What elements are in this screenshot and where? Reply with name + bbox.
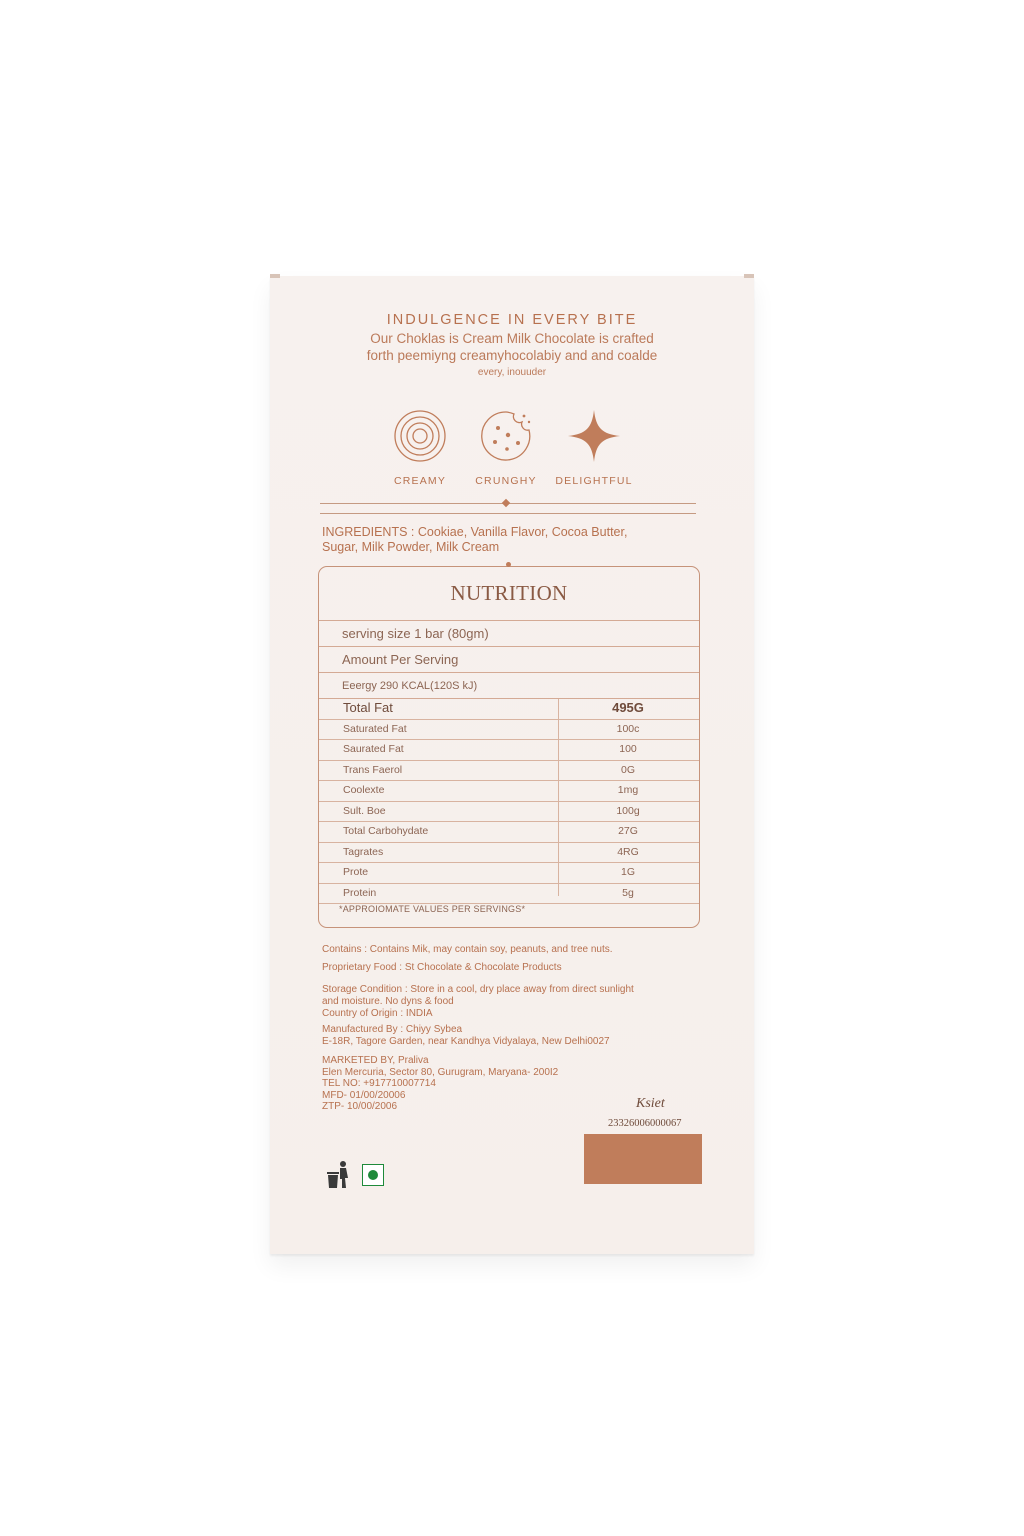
tagline-line-1: Our Choklas is Cream Milk Chocolate is crafted xyxy=(370,331,654,346)
nutrition-column-divider xyxy=(558,699,559,896)
tagline xyxy=(310,330,714,381)
nutrition-row xyxy=(319,720,699,741)
nutrition-row xyxy=(319,822,699,843)
nutrient-name: Protein xyxy=(343,886,377,899)
nutrient-name: Coolexte xyxy=(343,784,385,796)
nutrient-value: 5g xyxy=(622,886,634,899)
storage-line-2: and moisture. No dyns & food xyxy=(322,995,454,1007)
nutrition-row xyxy=(319,761,699,782)
veg-mark-icon xyxy=(362,1164,384,1186)
manufacturer-line-1: Manufactured By : Chiyy Sybea xyxy=(322,1024,463,1035)
panel-dot xyxy=(506,562,511,567)
headline: INDULGENCE IN EVERY BITE xyxy=(386,312,638,328)
nutrient-name: Tagrates xyxy=(343,845,384,858)
nutrition-row xyxy=(319,802,699,823)
storage-text xyxy=(322,984,692,1007)
nutrition-row xyxy=(319,781,699,802)
nutrient-value: 4RG xyxy=(617,845,639,858)
energy: Eeergy 290 KCAL(120S kJ) xyxy=(342,680,478,692)
nutrition-rule xyxy=(319,672,699,673)
signature: Ksiet xyxy=(636,1096,665,1111)
ingredients-line-2: Sugar, Milk Powder, Milk Cream xyxy=(322,540,500,554)
manufacturer-line-2: E-18R, Tagore Garden, near Kandhya Vidyalaya, New Delhi0027 xyxy=(322,1035,610,1047)
nutrition-note: *APPROIOMATE VALUES PER SERVINGS* xyxy=(339,904,526,914)
nutrient-name: Prote xyxy=(343,866,369,878)
divider-bottom xyxy=(320,513,696,514)
nutrition-row xyxy=(319,884,699,905)
tagline-line-2: forth peemiyng creamyhocolabiy and and coalde xyxy=(366,348,658,363)
feature-label-creamy: CREAMY xyxy=(393,475,447,487)
contains-text: Contains : Contains Mik, may contain soy, peanuts, and tree nuts. xyxy=(322,944,613,955)
origin-text: Country of Origin : INDIA xyxy=(322,1008,433,1019)
nutrient-name: Saturated Fat xyxy=(343,722,407,735)
amount-per-serving: Amount Per Serving xyxy=(342,652,459,667)
ingredients-line-1: INGREDIENTS : Cookiae, Vanilla Flavor, Cocoa Butter, xyxy=(322,525,628,539)
feature-label-delightful: DELIGHTFUL xyxy=(555,475,633,487)
marketer-line-4: MFD- 01/00/20006 xyxy=(322,1089,406,1101)
nutrition-row xyxy=(319,843,699,864)
nutrition-panel xyxy=(318,566,700,928)
ingredients xyxy=(322,525,702,555)
nutrient-name: Saurated Fat xyxy=(343,743,404,755)
nutrition-row xyxy=(319,699,699,720)
nutrition-rule xyxy=(319,646,699,647)
marketer-line-3: TEL NO: +917710007714 xyxy=(322,1078,436,1089)
nutrition-title: NUTRITION xyxy=(450,581,568,605)
product-box-back xyxy=(270,276,754,1254)
feature-crunchy xyxy=(466,408,546,487)
dispose-bin-icon xyxy=(326,1160,352,1195)
serving-size: serving size 1 bar (80gm) xyxy=(342,626,489,641)
nutrient-value: 27G xyxy=(618,825,638,837)
nutrient-value: 0G xyxy=(620,763,635,776)
nutrient-name: Sult. Boe xyxy=(343,804,386,817)
nutrient-name: Total Fat xyxy=(343,700,393,715)
nutrition-rule xyxy=(319,620,699,621)
proprietary-text: Proprietary Food : St Chocolate & Chocolate Products xyxy=(322,962,562,973)
nutrient-value: 495G xyxy=(612,700,644,715)
box-flap-left xyxy=(270,274,280,278)
nutrient-name: Total Carbohydate xyxy=(343,825,429,837)
nutrient-value: 100 xyxy=(619,743,637,755)
nutrient-name: Trans Faerol xyxy=(343,763,403,776)
feature-creamy xyxy=(380,408,460,487)
nutrition-table xyxy=(319,699,699,904)
nutrient-value: 1G xyxy=(620,866,635,878)
nutrition-row xyxy=(319,740,699,761)
feature-delightful xyxy=(554,408,634,487)
tagline-line-3: every, inouuder xyxy=(477,367,547,378)
nutrient-value: 100g xyxy=(616,804,640,817)
veg-dot xyxy=(368,1170,378,1180)
nutrient-value: 1mg xyxy=(617,784,639,796)
barcode-serial: 23326006000067 xyxy=(608,1118,682,1129)
storage-line-1: Storage Condition : Store in a cool, dry place away from direct sunlight xyxy=(322,984,634,995)
marketer-line-2: Elen Mercuria, Sector 80, Gurugram, Maryana- 200I2 xyxy=(322,1066,559,1078)
concentric-circles-icon xyxy=(392,408,448,464)
divider-diamond xyxy=(502,499,510,507)
nutrition-row xyxy=(319,863,699,884)
marketer-line-1: MARKETED BY, Praliva xyxy=(322,1055,429,1066)
box-flap-right xyxy=(744,274,754,278)
barcode-block xyxy=(584,1134,702,1184)
sparkle-icon xyxy=(566,408,622,464)
manufacturer-text xyxy=(322,1024,692,1047)
feature-label-crunchy: CRUNGHY xyxy=(475,475,537,487)
nutrient-value: 100c xyxy=(616,722,640,735)
marketer-line-5: ZTP- 10/00/2006 xyxy=(322,1101,398,1112)
cookie-icon xyxy=(478,408,534,464)
